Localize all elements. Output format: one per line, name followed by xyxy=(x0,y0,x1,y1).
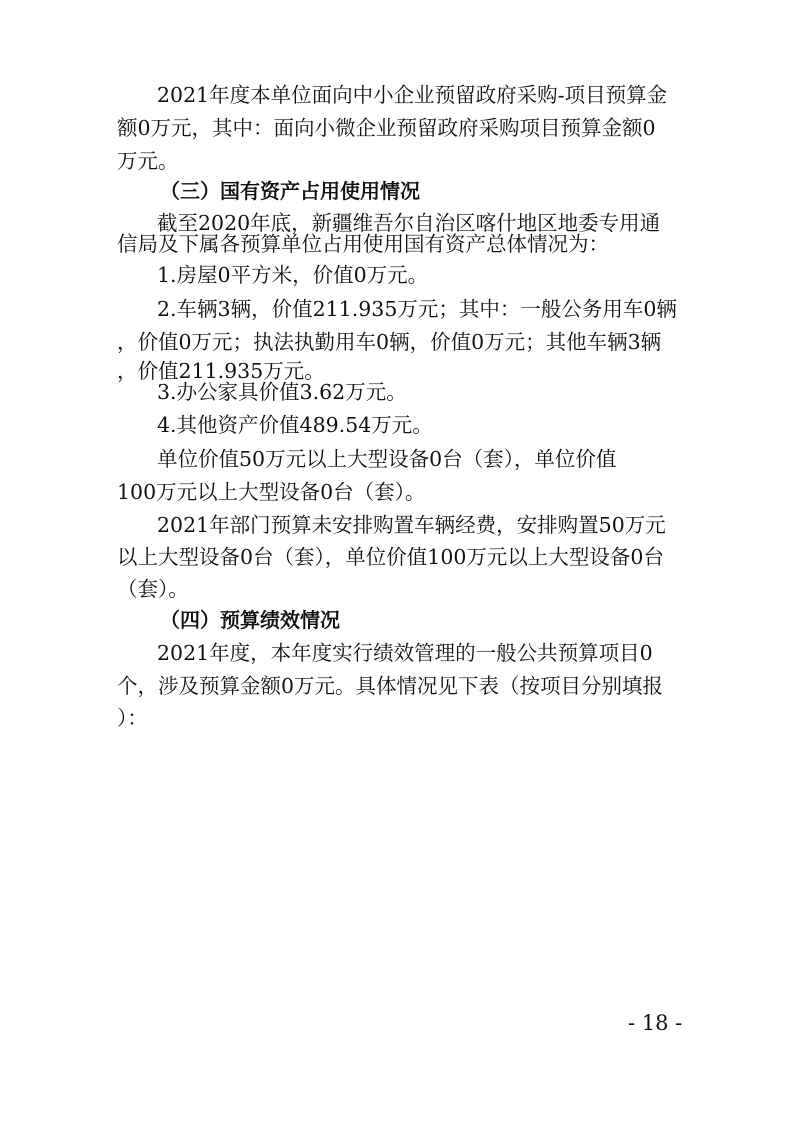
paragraph-line: 2.车辆3辆，价值211.935万元；其中：一般公务用车0辆 xyxy=(157,297,677,321)
paragraph-line: 信局及下属各预算单位占用使用国有资产总体情况为： xyxy=(117,232,609,256)
paragraph-line: 2021年部门预算未安排购置车辆经费，安排购置50万元 xyxy=(157,513,666,537)
paragraph-line: 万元。 xyxy=(117,149,179,173)
paragraph-line: 2021年度本单位面向中小企业预留政府采购-项目预算金 xyxy=(157,83,668,107)
paragraph-line: 1.房屋0平方米，价值0万元。 xyxy=(157,263,429,287)
paragraph-line: 2021年度，本年度实行绩效管理的一般公共预算项目0 xyxy=(157,641,653,665)
paragraph-line: 单位价值50万元以上大型设备0台（套），单位价值 xyxy=(157,447,617,471)
paragraph-line: 截至2020年底，新疆维吾尔自治区喀什地区地委专用通 xyxy=(157,211,661,235)
paragraph-line: 额0万元，其中：面向小微企业预留政府采购项目预算金额0 xyxy=(117,116,656,140)
paragraph-line: ）： xyxy=(117,706,148,730)
section-heading-performance: （四）预算绩效情况 xyxy=(160,608,340,632)
paragraph-line: 4.其他资产价值489.54万元。 xyxy=(157,413,433,437)
paragraph-line: （套）。 xyxy=(117,577,189,601)
paragraph-line: ，价值0万元；执法执勤用车0辆，价值0万元；其他车辆3辆 xyxy=(117,330,662,354)
paragraph-line: ，价值211.935万元。 xyxy=(117,359,325,383)
paragraph-line: 3.办公家具价值3.62万元。 xyxy=(157,380,407,404)
page-number: - 18 - xyxy=(628,1011,683,1035)
paragraph-line: 个，涉及预算金额0万元。具体情况见下表（按项目分别填报 xyxy=(117,674,664,698)
section-heading-assets: （三）国有资产占用使用情况 xyxy=(160,179,420,203)
paragraph-line: 100万元以上大型设备0台（套）。 xyxy=(117,480,426,504)
paragraph-line: 以上大型设备0台（套），单位价值100万元以上大型设备0台 xyxy=(117,545,664,569)
